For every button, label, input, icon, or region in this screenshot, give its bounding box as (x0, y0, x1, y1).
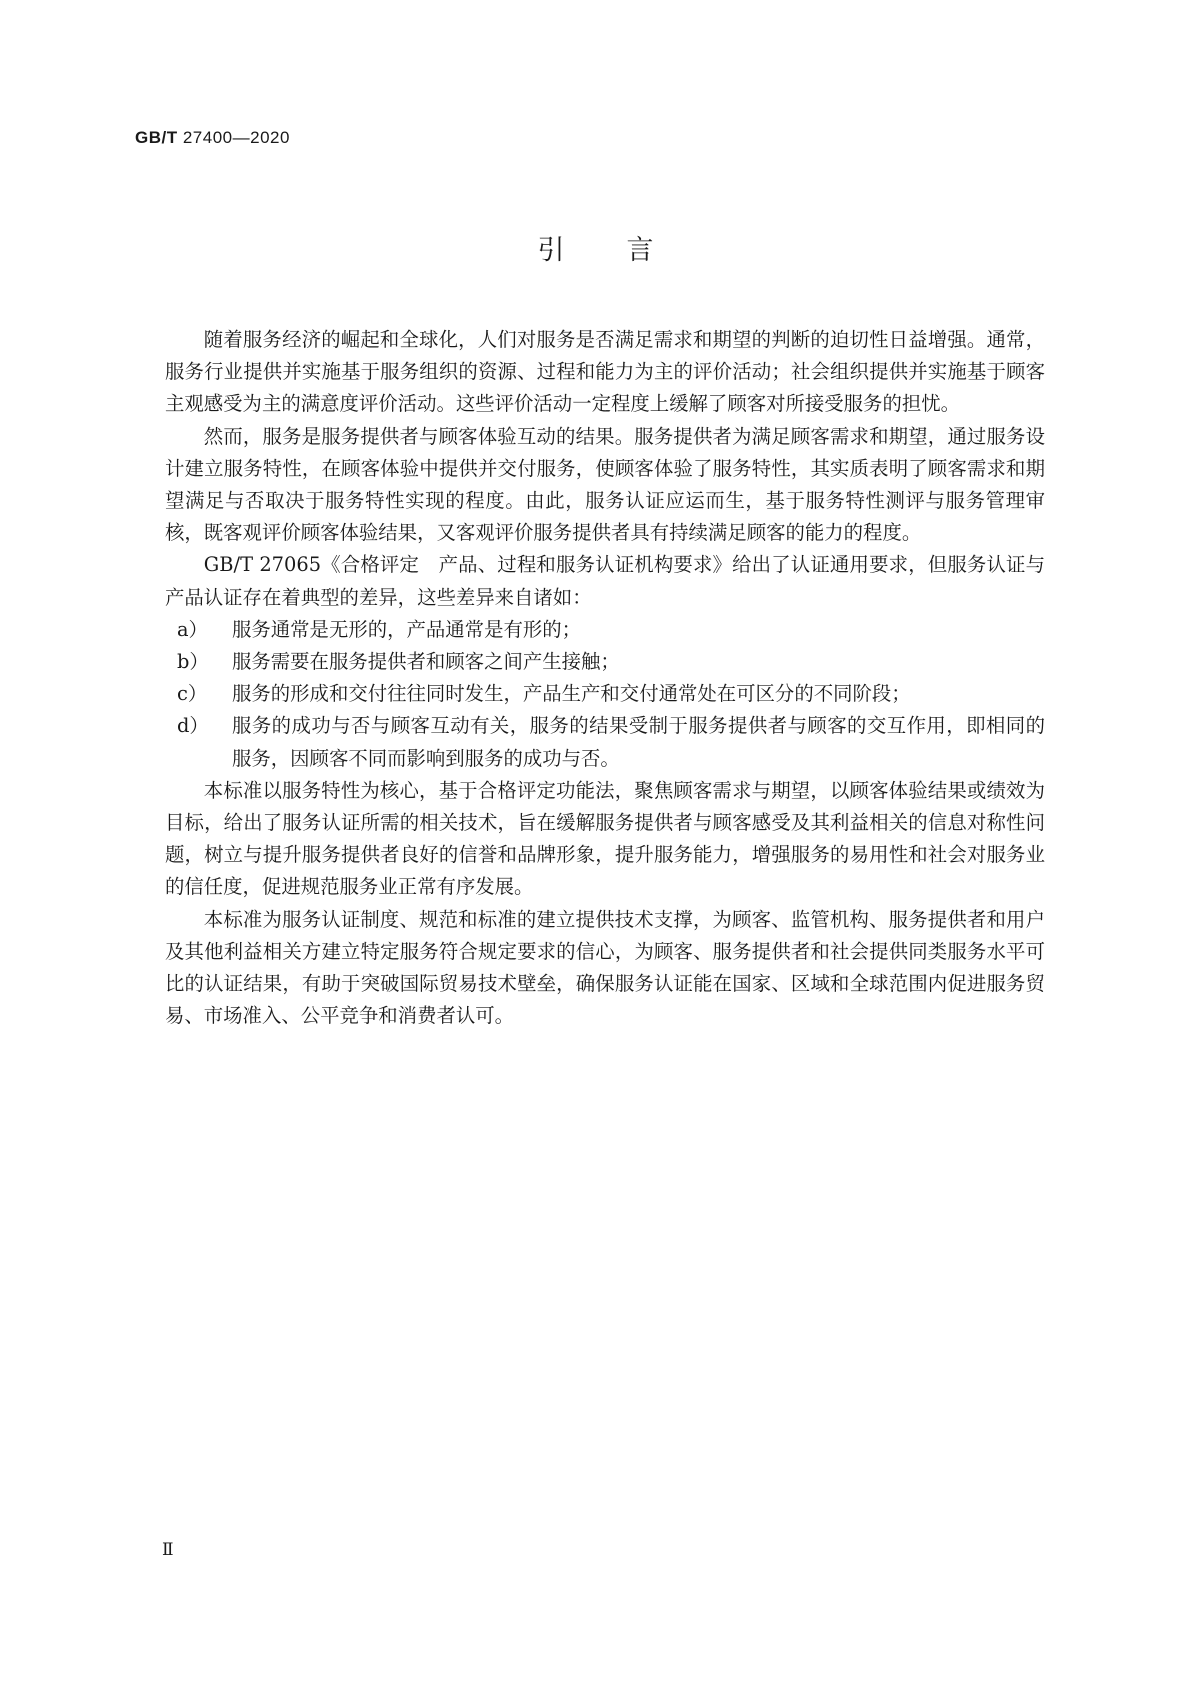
paragraph: 随着服务经济的崛起和全球化，人们对服务是否满足需求和期望的判断的迫切性日益增强。通常，服务行业提供并实施基于服务组织的资源、过程和能力为主的评价活动；社会组织提供并实施基于顾客主观感受为主的满意度评价活动。这些评价活动一定程度上缓解了顾客对所接受服务的担忧。 (165, 328, 1045, 416)
list-item-text: 服务通常是无形的，产品通常是有形的； (232, 617, 582, 641)
paragraph: 本标准以服务特性为核心，基于合格评定功能法，聚焦顾客需求与期望，以顾客体验结果或绩效为目标，给出了服务认证所需的相关技术，旨在缓解服务提供者与顾客感受及其利益相关的信息对称性问题，树立与提升服务提供者良好的信誉和品牌形象，提升服务能力，增强服务的易用性和社会对服务业的信任度，促进规范服务业正常有序发展。 (165, 778, 1045, 899)
standard-code (135, 128, 290, 148)
paragraph: GB/T 27065《合格评定 产品、过程和服务认证机构要求》给出了认证通用要求，但服务认证与产品认证存在着典型的差异，这些差异来自诸如： (165, 553, 1045, 609)
list-item (177, 710, 1045, 774)
list-item-text: 服务的形成和交付往往同时发生，产品生产和交付通常处在可区分的不同阶段； (232, 682, 911, 706)
standard-prefix: GB/T (135, 128, 178, 147)
list-item (177, 646, 1045, 678)
document-body (165, 324, 1045, 1032)
standard-number: 27400—2020 (182, 128, 290, 147)
paragraph: 然而，服务是服务提供者与顾客体验互动的结果。服务提供者为满足顾客需求和期望，通过服务设计建立服务特性，在顾客体验中提供并交付服务，使顾客体验了服务特性，其实质表明了顾客需求和期望满足与否取决于服务特性实现的程度。由此，服务认证应运而生，基于服务特性测评与服务管理审核，既客观评价顾客体验结果，又客观评价服务提供者具有持续满足顾客的能力的程度。 (165, 424, 1045, 545)
page-number: Ⅱ (162, 1540, 174, 1560)
list-marker: a） (177, 617, 208, 641)
list-item (177, 614, 1045, 646)
list-marker: c） (177, 682, 208, 706)
list-item (177, 678, 1045, 710)
list-item-text: 服务的成功与否与顾客互动有关，服务的结果受制于服务提供者与顾客的交互作用，即相同的服务，因顾客不同而影响到服务的成功与否。 (232, 714, 1045, 770)
list-item-text: 服务需要在服务提供者和顾客之间产生接触； (232, 650, 620, 674)
section-title: 引言 (537, 235, 716, 266)
paragraph: 本标准为服务认证制度、规范和标准的建立提供技术支撑，为顾客、监管机构、服务提供者和用户及其他利益相关方建立特定服务符合规定要求的信心，为顾客、服务提供者和社会提供同类服务水平可比的认证结果，有助于突破国际贸易技术壁垒，确保服务认证能在国家、区域和全球范围内促进服务贸易、市场准入、公平竞争和消费者认可。 (165, 907, 1045, 1028)
list-marker: d） (177, 714, 209, 738)
list-marker: b） (177, 650, 209, 674)
